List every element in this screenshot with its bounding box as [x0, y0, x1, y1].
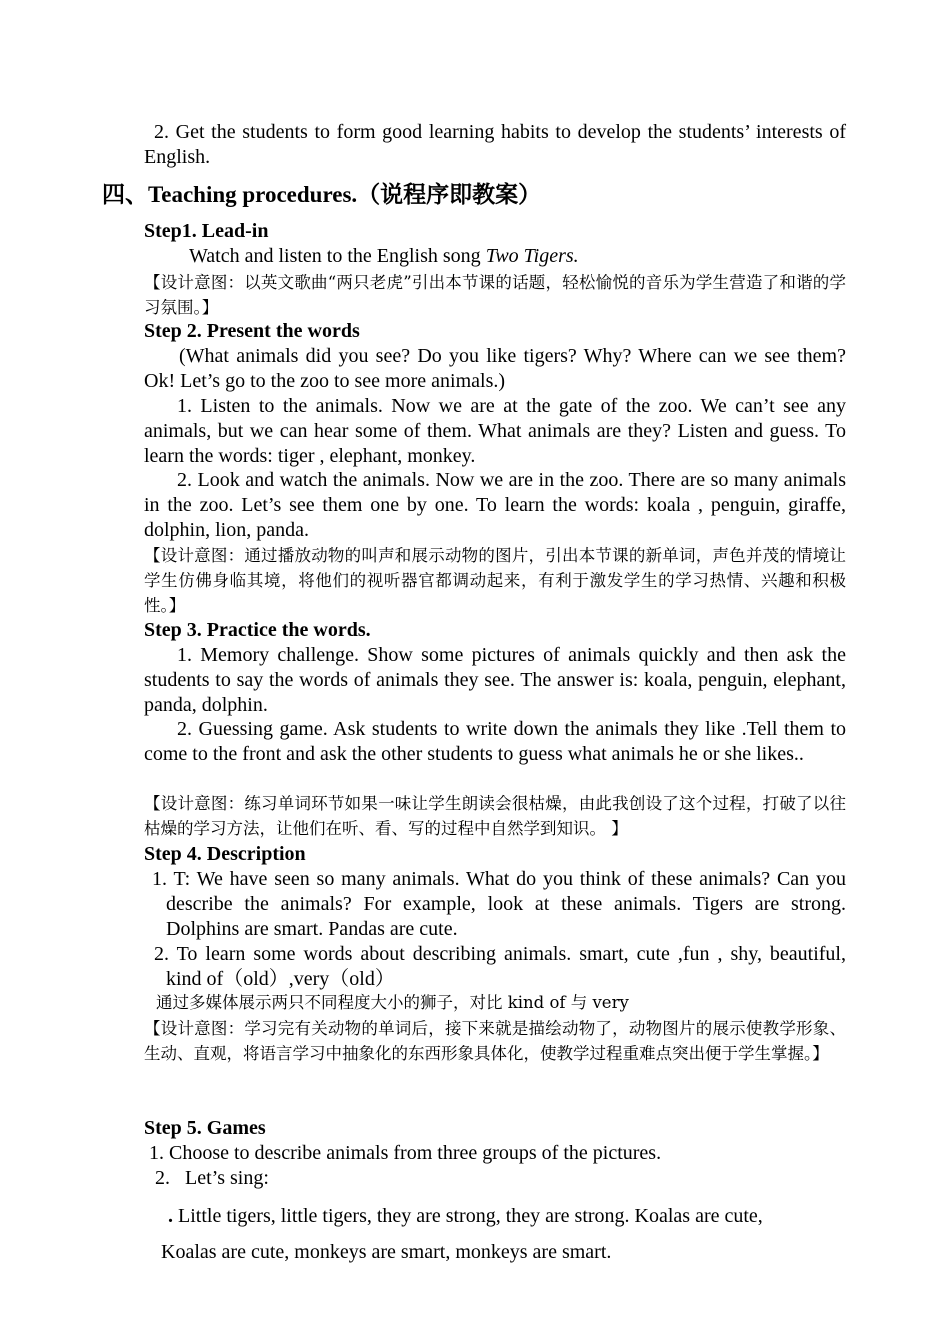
step1-design-note: 【设计意图：以英文歌曲“两只老虎”引出本节课的话题，轻松愉悦的音乐为学生营造了和谐的学习氛围。】 — [144, 273, 846, 317]
song-bullet: . — [168, 1205, 173, 1227]
step5-item-2-number: 2. — [155, 1167, 170, 1189]
step2-design-note: 【设计意图：通过播放动物的叫声和展示动物的图片，引出本节课的新单词，声色并茂的情境让学生仿佛身临其境，将他们的视听器官都调动起来，有利于激发学生的学习热情、兴趣和积极性。】 — [144, 546, 846, 615]
section-title: 四、Teaching procedures.（说程序即教案） — [102, 182, 542, 207]
step2-intro: (What animals did you see? Do you like tigers? Why? Where can we see them? Ok! Let’s go to the zoo to see more animals.) — [144, 345, 846, 392]
step3-heading: Step 3. Practice the words. — [144, 619, 371, 641]
step1-heading: Step1. Lead-in — [144, 220, 269, 242]
step2-item-1: 1. Listen to the animals. Now we are at the gate of the zoo. We can’t see any animals, but we can hear some of them. What animals are they? Listen and guess. To learn the words: tiger , elephant, monkey. — [144, 395, 846, 467]
step5-item-1: 1. Choose to describe animals from three groups of the pictures. — [149, 1142, 662, 1164]
song-line-2: Koalas are cute, monkeys are smart, monkeys are smart. — [161, 1241, 612, 1263]
step2-item-2: 2. Look and watch the animals. Now we are in the zoo. There are so many animals in the zoo. Let’s see them one by one. To learn the words: koala , penguin, giraffe, dolphin, lion, panda. — [144, 469, 846, 541]
song-line-1-text: Little tigers, little tigers, they are strong, they are strong. Koalas are cute, — [178, 1205, 763, 1227]
step5-item-2 — [155, 1166, 857, 1191]
step3-item-1: 1. Memory challenge. Show some pictures of animals quickly and then ask the students to say the words of animals they see. The answer is: koala, penguin, elephant, panda, dolphin. — [144, 644, 846, 716]
step4-item-1: 1. T: We have seen so many animals. What do you think of these animals? Can you describe the animals? For example, look at these animals. Tigers are strong. Dolphins are smart. Pandas are cute. — [152, 868, 846, 940]
step5-heading: Step 5. Games — [144, 1117, 266, 1139]
step5-item-2-text: Let’s sing: — [185, 1167, 269, 1189]
objective-item-2: 2. Get the students to form good learning habits to develop the students’ interests of English. — [144, 121, 846, 168]
step2-heading: Step 2. Present the words — [144, 320, 360, 342]
step4-item-2: 2. To learn some words about describing animals. smart, cute ,fun , shy, beautiful, kind of（old）,very（old） — [154, 943, 846, 990]
step4-design-note: 【设计意图：学习完有关动物的单词后，接下来就是描绘动物了，动物图片的展示使教学形象、生动、直观，将语言学习中抽象化的东西形象具体化，使教学过程重难点突出便于学生掌握。】 — [144, 1019, 846, 1063]
step1-text-prefix: Watch and listen to the English song — [189, 245, 486, 267]
song-line-1 — [168, 1204, 848, 1229]
step4-remark: 通过多媒体展示两只不同程度大小的狮子，对比 kind of 与 very — [156, 993, 629, 1012]
song-title: Two Tigers. — [485, 245, 579, 267]
step3-item-2: 2. Guessing game. Ask students to write down the animals they like .Tell them to come to the front and ask the other students to guess what animals he or she likes.. — [144, 718, 846, 765]
step3-design-note: 【设计意图：练习单词环节如果一味让学生朗读会很枯燥，由此我创设了这个过程，打破了以往枯燥的学习方法，让他们在听、看、写的过程中自然学到知识。 】 — [144, 794, 846, 838]
step4-heading: Step 4. Description — [144, 843, 306, 865]
step1-text — [144, 244, 846, 269]
